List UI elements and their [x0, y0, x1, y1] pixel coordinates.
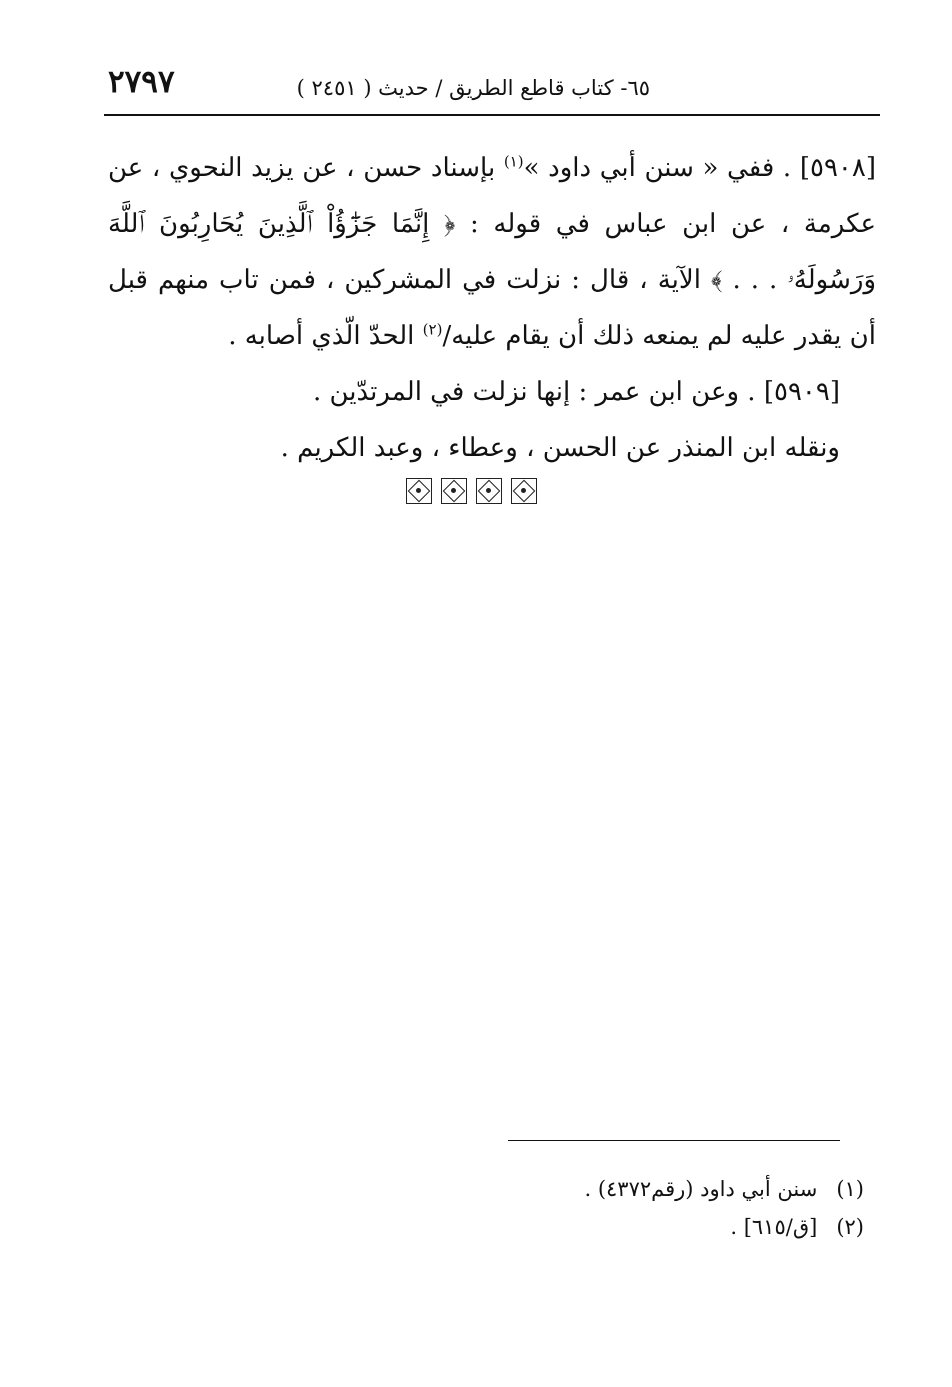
paragraph-5908-end: الحدّ الّذي أصابه .	[228, 321, 423, 351]
footnote-1-marker: (١)	[836, 1177, 864, 1201]
ornament-square-icon	[476, 478, 502, 504]
paragraph-transmission: ونقله ابن المنذر عن الحسن ، وعطاء ، وعبد الكريم .	[280, 433, 840, 463]
footnote-2-text: [ق/٦١٥] .	[730, 1215, 818, 1239]
ornament-square-icon	[441, 478, 467, 504]
footnote-divider	[508, 1140, 840, 1141]
footnote-1	[400, 1170, 864, 1208]
paragraph-5908-middle: بإسناد حسن ، عن يزيد النحوي ، عن عكرمة ، عن ابن عباس في قوله : ﴿ إِنَّمَا جَزَٰٓؤُاْ ٱلَّذِينَ يُحَارِبُونَ ٱللَّهَ وَرَسُولَهُۥ . . . ﴾ الآية ، قال : نزلت في المشركين ، فمن تاب منهم قبل أن يقدر عليه لم يمنعه ذلك أن يقام عليه/	[108, 153, 876, 351]
main-text	[108, 140, 876, 476]
paragraph-5908-start: [٥٩٠٨] . ففي « سنن أبي داود »	[523, 153, 876, 183]
ornament-square-icon	[406, 478, 432, 504]
running-header-title: ٦٥- كتاب قاطع الطريق / حديث ( ٢٤٥١ )	[296, 76, 650, 100]
footnote-2	[400, 1208, 864, 1246]
footnote-ref-1: (١)	[503, 152, 524, 171]
page-number: ٢٧٩٧	[108, 64, 175, 100]
footnote-2-marker: (٢)	[836, 1215, 864, 1239]
section-separator	[406, 478, 552, 506]
footnote-1-text: سنن أبي داود (رقم٤٣٧٢) .	[584, 1177, 818, 1201]
ornament-square-icon	[511, 478, 537, 504]
footnote-ref-2: (٢)	[422, 320, 443, 339]
header-divider	[104, 114, 880, 116]
footnotes	[400, 1170, 864, 1246]
paragraph-5909: [٥٩٠٩] . وعن ابن عمر : إنها نزلت في المرتدّين .	[312, 377, 840, 407]
paragraph-5908	[108, 140, 876, 364]
